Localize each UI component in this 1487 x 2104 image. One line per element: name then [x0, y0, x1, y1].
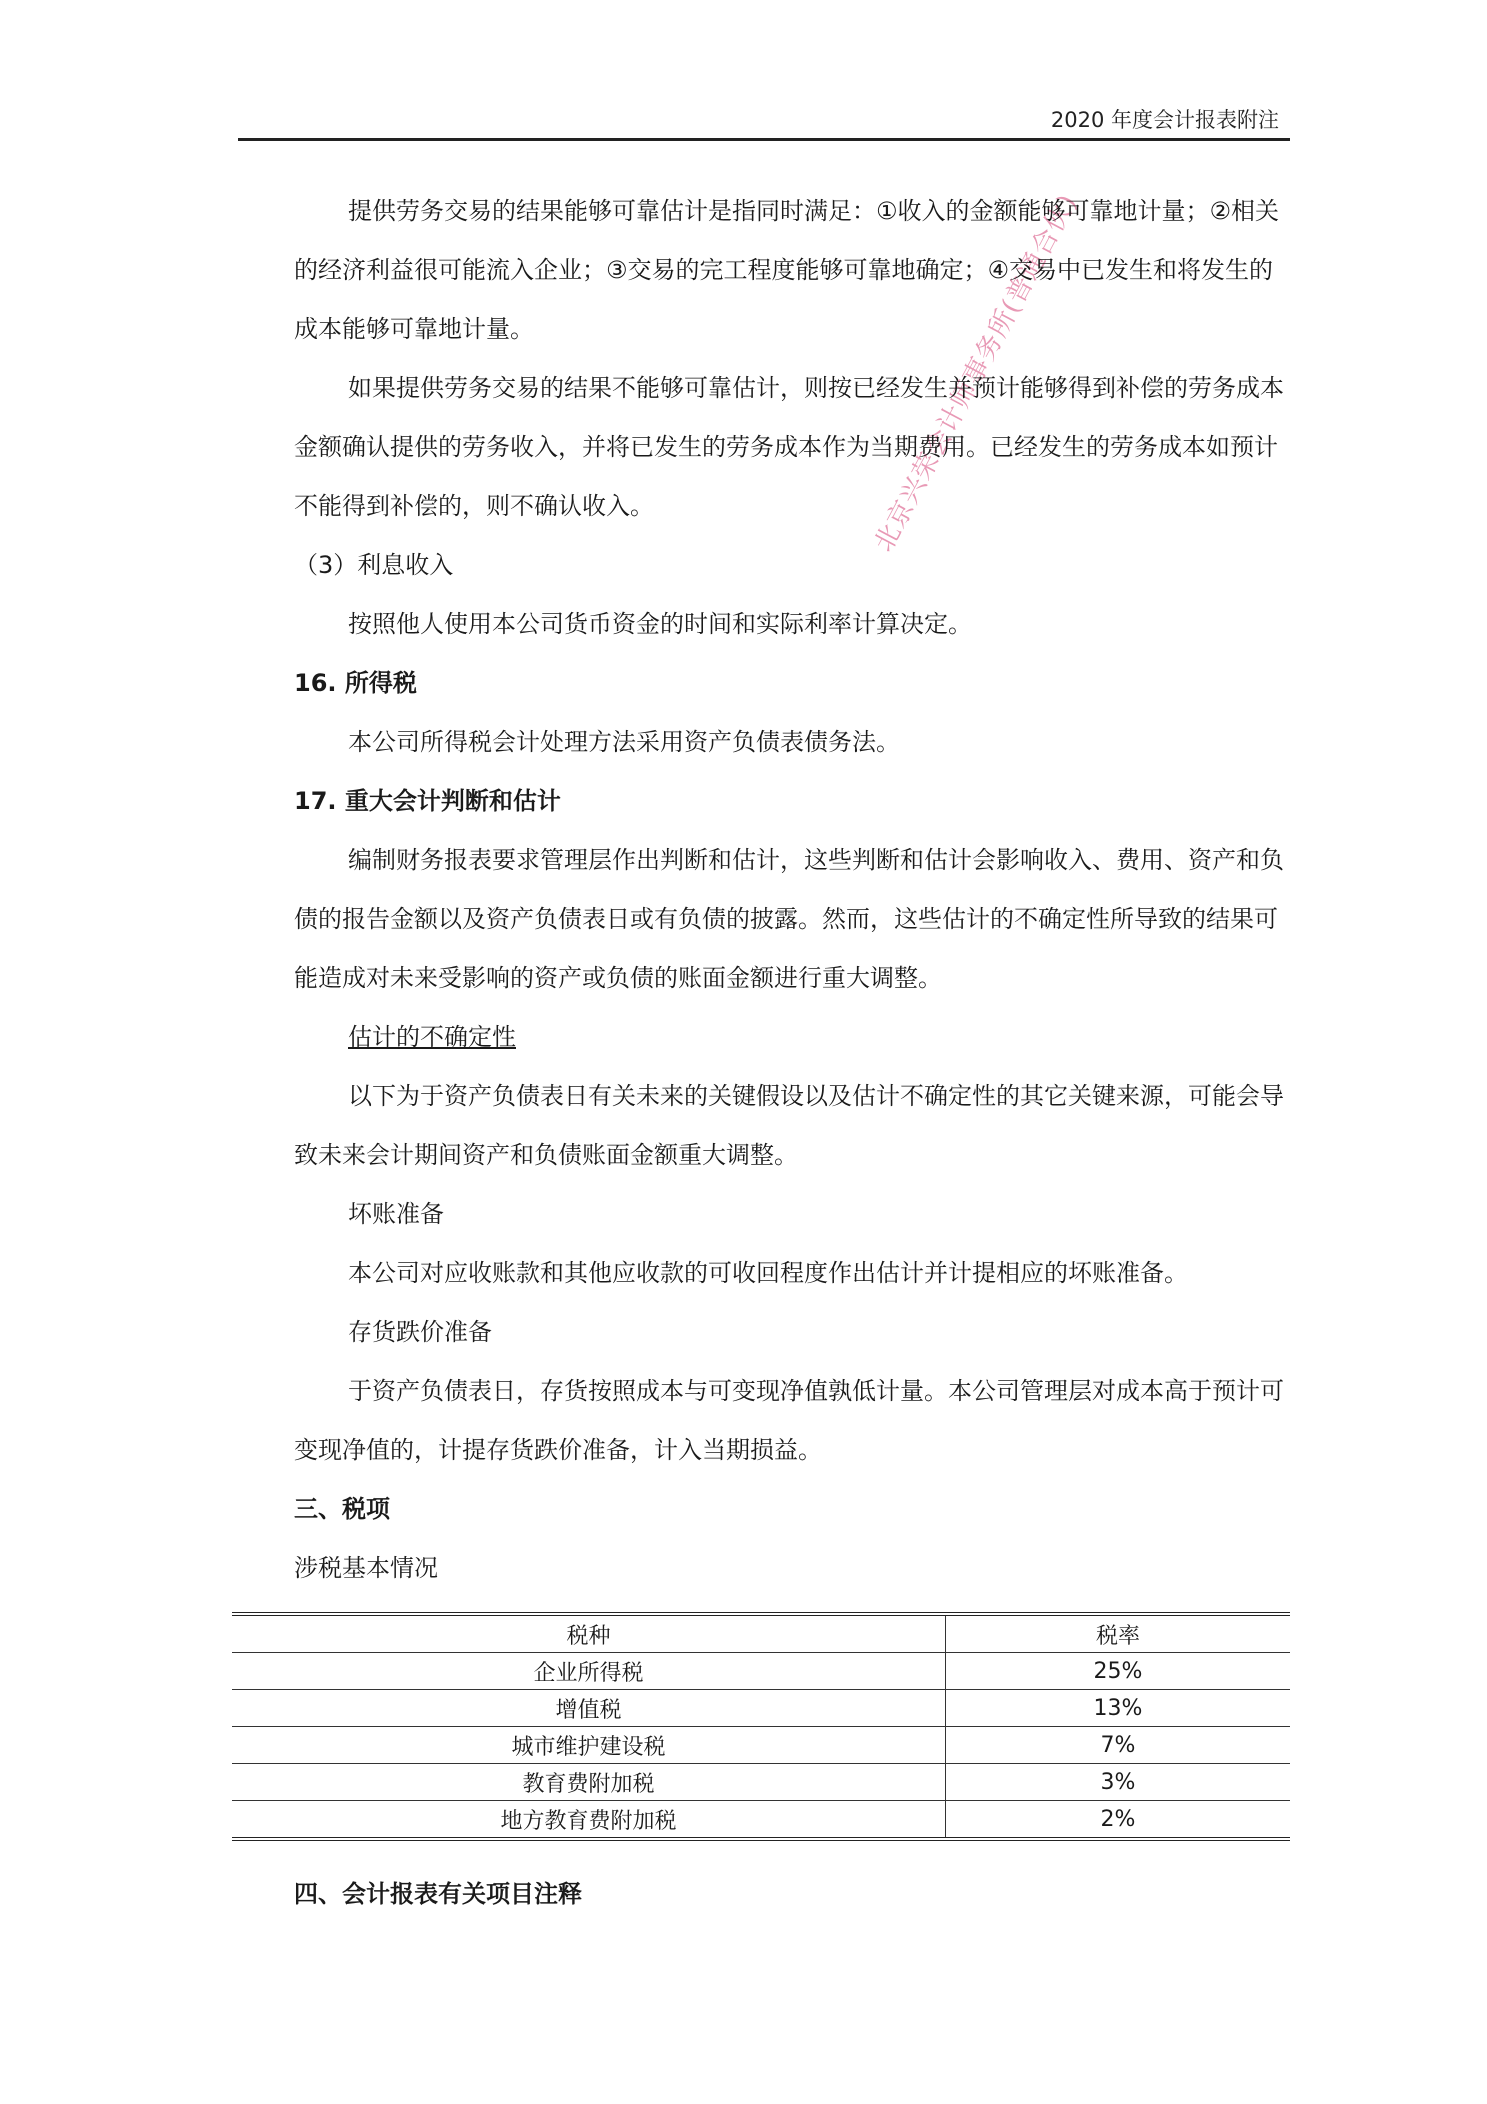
table-row: [232, 1690, 1290, 1727]
paragraph-service-reliable: 提供劳务交易的结果能够可靠估计是指同时满足：①收入的金额能够可靠地计量；②相关的经济利益很可能流入企业；③交易的完工程度能够可靠地确定；④交易中已发生和将发生的成本能够可靠地计量。: [294, 197, 1280, 343]
judgment-heading: 17. 重大会计判断和估计: [294, 787, 561, 815]
interest-income-heading: （3）利息收入: [294, 551, 454, 579]
tax-table-container: [232, 1612, 1290, 1841]
tax-type-cell: 企业所得税: [232, 1653, 946, 1690]
uncertainty-text: 以下为于资产负债表日有关未来的关键假设以及估计不确定性的其它关键来源，可能会导致未来会计期间资产和负债账面金额重大调整。: [294, 1082, 1284, 1169]
notes-heading: 四、会计报表有关项目注释: [294, 1880, 582, 1908]
table-row: [232, 1727, 1290, 1764]
tax-rate-cell: 7%: [946, 1727, 1291, 1764]
bad-debt-text: 本公司对应收账款和其他应收款的可收回程度作出估计并计提相应的坏账准备。: [348, 1259, 1188, 1287]
tax-type-cell: 增值税: [232, 1690, 946, 1727]
income-tax-text: 本公司所得税会计处理方法采用资产负债表债务法。: [348, 728, 900, 756]
inventory-text: 于资产负债表日，存货按照成本与可变现净值孰低计量。本公司管理层对成本高于预计可变现净值的，计提存货跌价准备，计入当期损益。: [294, 1377, 1284, 1464]
header-divider: [238, 138, 1290, 141]
column-header-tax-rate: 税率: [946, 1614, 1291, 1653]
uncertainty-subheading: 估计的不确定性: [348, 1023, 516, 1051]
tax-rate-cell: 25%: [946, 1653, 1291, 1690]
body-content: [294, 182, 1284, 1598]
firm-seal-stamp: 北京兴荣会计师事务所(普通合伙): [868, 189, 1084, 557]
tax-rate-cell: 3%: [946, 1764, 1291, 1801]
table-row: [232, 1764, 1290, 1801]
inventory-heading: 存货跌价准备: [348, 1318, 492, 1346]
column-header-tax-type: 税种: [232, 1614, 946, 1653]
tax-table: [232, 1612, 1290, 1841]
tax-rate-cell: 2%: [1100, 1806, 1136, 1832]
paragraph-service-unreliable: 如果提供劳务交易的结果不能够可靠估计，则按已经发生并预计能够得到补偿的劳务成本金额确认提供的劳务收入，并将已发生的劳务成本作为当期费用。已经发生的劳务成本如预计不能得到补偿的，则不确认收入。: [294, 374, 1284, 520]
bad-debt-heading: 坏账准备: [348, 1200, 444, 1228]
judgment-text: 编制财务报表要求管理层作出判断和估计，这些判断和估计会影响收入、费用、资产和负债的报告金额以及资产负债表日或有负债的披露。然而，这些估计的不确定性所导致的结果可能造成对未来受影响的资产或负债的账面金额进行重大调整。: [294, 846, 1284, 992]
table-row: [232, 1653, 1290, 1690]
tax-type-cell: 教育费附加税: [232, 1764, 946, 1801]
tax-rate-cell: 13%: [946, 1690, 1291, 1727]
income-tax-heading: 16. 所得税: [294, 669, 417, 697]
interest-income-text: 按照他人使用本公司货币资金的时间和实际利率计算决定。: [348, 610, 972, 638]
taxes-heading: 三、税项: [294, 1495, 390, 1523]
table-row: [232, 1801, 1290, 1840]
tax-type-cell: 地方教育费附加税: [232, 1801, 946, 1840]
tax-type-cell: 城市维护建设税: [232, 1727, 946, 1764]
tax-table-caption: 涉税基本情况: [294, 1554, 438, 1582]
page-header-title: 2020 年度会计报表附注: [1050, 108, 1279, 132]
tax-table-header-row: [232, 1614, 1290, 1653]
